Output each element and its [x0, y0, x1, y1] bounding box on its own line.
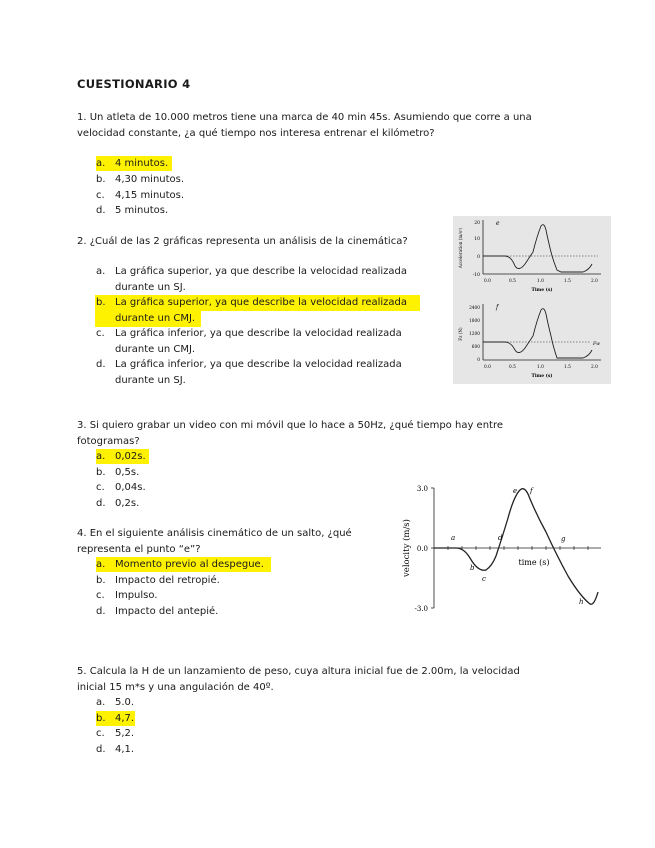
point-e: e — [513, 487, 518, 495]
top-ytick-20: 20 — [474, 221, 480, 226]
question-3-line-2: fotogramas? — [77, 436, 140, 447]
top-ylabel: Acceleration (m/s²) — [458, 227, 463, 269]
top-ytick-10: 10 — [474, 237, 480, 242]
point-c: c — [482, 575, 486, 583]
question-1-line-1: 1. Un atleta de 10.000 metros tiene una marca de 40 min 45s. Asumiendo que corre a una — [77, 112, 532, 123]
top-ytick-0: 0 — [477, 255, 480, 260]
svg-text:2.0: 2.0 — [591, 365, 598, 370]
q1-option-a[interactable]: a. 4 minutos. — [96, 156, 172, 171]
svg-text:0.5: 0.5 — [509, 365, 516, 370]
question-5-line-1: 5. Calcula la H de un lanzamiento de peso, cuya altura inicial fue de 2.00m, la velocidad — [77, 666, 520, 677]
svg-text:1800: 1800 — [469, 319, 480, 324]
question-4-line-1: 4. En el siguiente análisis cinemático de un salto, ¿qué — [77, 528, 352, 539]
q3-option-a[interactable]: a. 0,02s. — [96, 449, 149, 464]
svg-text:0.5: 0.5 — [509, 279, 516, 284]
svg-text:2.0: 2.0 — [591, 279, 598, 284]
point-b: b — [470, 564, 475, 572]
top-ytick-neg10: -10 — [472, 273, 480, 278]
svg-text:1.5: 1.5 — [564, 279, 571, 284]
bottom-ylabel: Fz (N) — [458, 327, 463, 341]
svg-text:1.0: 1.0 — [537, 365, 544, 370]
question-5-line-2: inicial 15 m*s y una angulación de 40º. — [77, 682, 274, 693]
velocity-curve — [434, 489, 598, 605]
ytick-3: 3.0 — [416, 485, 428, 493]
top-panel-letter: e — [496, 220, 500, 227]
svg-text:0: 0 — [477, 358, 480, 363]
velocity-xlabel: time (s) — [518, 558, 550, 567]
top-xlabel: Time (s) — [531, 288, 553, 293]
velocity-chart — [396, 480, 606, 616]
svg-text:1.0: 1.0 — [537, 279, 544, 284]
ytick-0: 0.0 — [416, 545, 428, 553]
question-4-text — [77, 526, 352, 558]
q4-option-a[interactable]: a. Momento previo al despegue. — [96, 557, 271, 572]
point-g: g — [561, 535, 566, 543]
svg-text:2400: 2400 — [469, 306, 480, 311]
question-4-line-2: representa el punto “e”? — [77, 544, 201, 555]
bottom-xlabel: Time (s) — [531, 374, 553, 379]
document-page: CUESTIONARIO 4 1. Un atleta de 10.000 metros tiene una marca de 40 min 45s. Asumiendo que corre a una velocidad constante, ¿a qué tiempo nos interesa entrenar el kilómetro? a. 4 minutos. b. 4,30 minutos. c. 4,15 minutos. d. 5 minutos. 2. ¿Cuál de las 2 gráficas representa un análisis de la cinemática? a. La gráfica superior, ya que describe la velocidad realizada durante un SJ. b. La gráfica superior, ya que describe la velocidad realizada durante un CMJ. c. La gráfica inferior, ya que describe la velocidad realizada durante un CMJ. d. La gráfica inferior, ya que describe la velocidad realizada durante un SJ. e Acceleration (m/s²) 20 10 0 -10 0.0 0.5 1.0 1.5 2.0 Time (s) f Fz (N) 2400 1800 1200 600 0 Fw 0.0 0.5 1.0 1.5 2.0 Time (s) 3. Si quiero grabar un video con mi móvil que lo hace a 50Hz, ¿qué tiempo hay entre fotogramas? a. 0,02s. b. 0,5s. c. 0,04s. d. 0,2s. 4. En el siguiente análisis cinemático de un salto, ¿qué representa el punto “e”? a. Momento previo al despegue. b. Impacto del retropié. c. Impulso. d. Impacto del antepié. velocity (m/s) 3.0 0.0 -3.0 time (s) a b c d e f g h 5. Calcula la H de un lanzamiento de peso, cuya altura inicial fue de 2.00m, la velocidad inicial 15 m*s y una angulación de 40º. a. 5.0. b. 4,7. c. 5,2. d. 4,1. — [0, 0, 655, 848]
page-title: CUESTIONARIO 4 — [77, 77, 191, 91]
fw-label: Fw — [593, 342, 600, 347]
question-1-text — [77, 110, 532, 142]
svg-text:600: 600 — [471, 345, 480, 350]
velocity-ylabel: velocity (m/s) — [402, 519, 412, 577]
svg-text:0.0: 0.0 — [484, 365, 491, 370]
question-3-text — [77, 418, 503, 450]
question-3-line-1: 3. Si quiero grabar un video con mi móvil que lo hace a 50Hz, ¿qué tiempo hay entre — [77, 420, 503, 431]
question-5-text — [77, 664, 520, 696]
point-f: f — [530, 487, 533, 495]
point-d: d — [498, 534, 503, 542]
ytick-neg3: -3.0 — [414, 605, 428, 613]
bottom-panel-letter: f — [496, 304, 499, 311]
point-h: h — [579, 598, 584, 606]
svg-text:1200: 1200 — [469, 332, 480, 337]
svg-text:0.0: 0.0 — [484, 279, 491, 284]
q5-option-b[interactable]: b. 4,7. — [96, 713, 135, 724]
question-1-line-2: velocidad constante, ¿a qué tiempo nos interesa entrenar el kilómetro? — [77, 128, 435, 139]
q2-figure — [453, 216, 611, 384]
svg-text:1.5: 1.5 — [564, 365, 571, 370]
question-2-text: 2. ¿Cuál de las 2 gráficas representa un análisis de la cinemática? — [77, 236, 408, 247]
point-a: a — [451, 534, 456, 542]
